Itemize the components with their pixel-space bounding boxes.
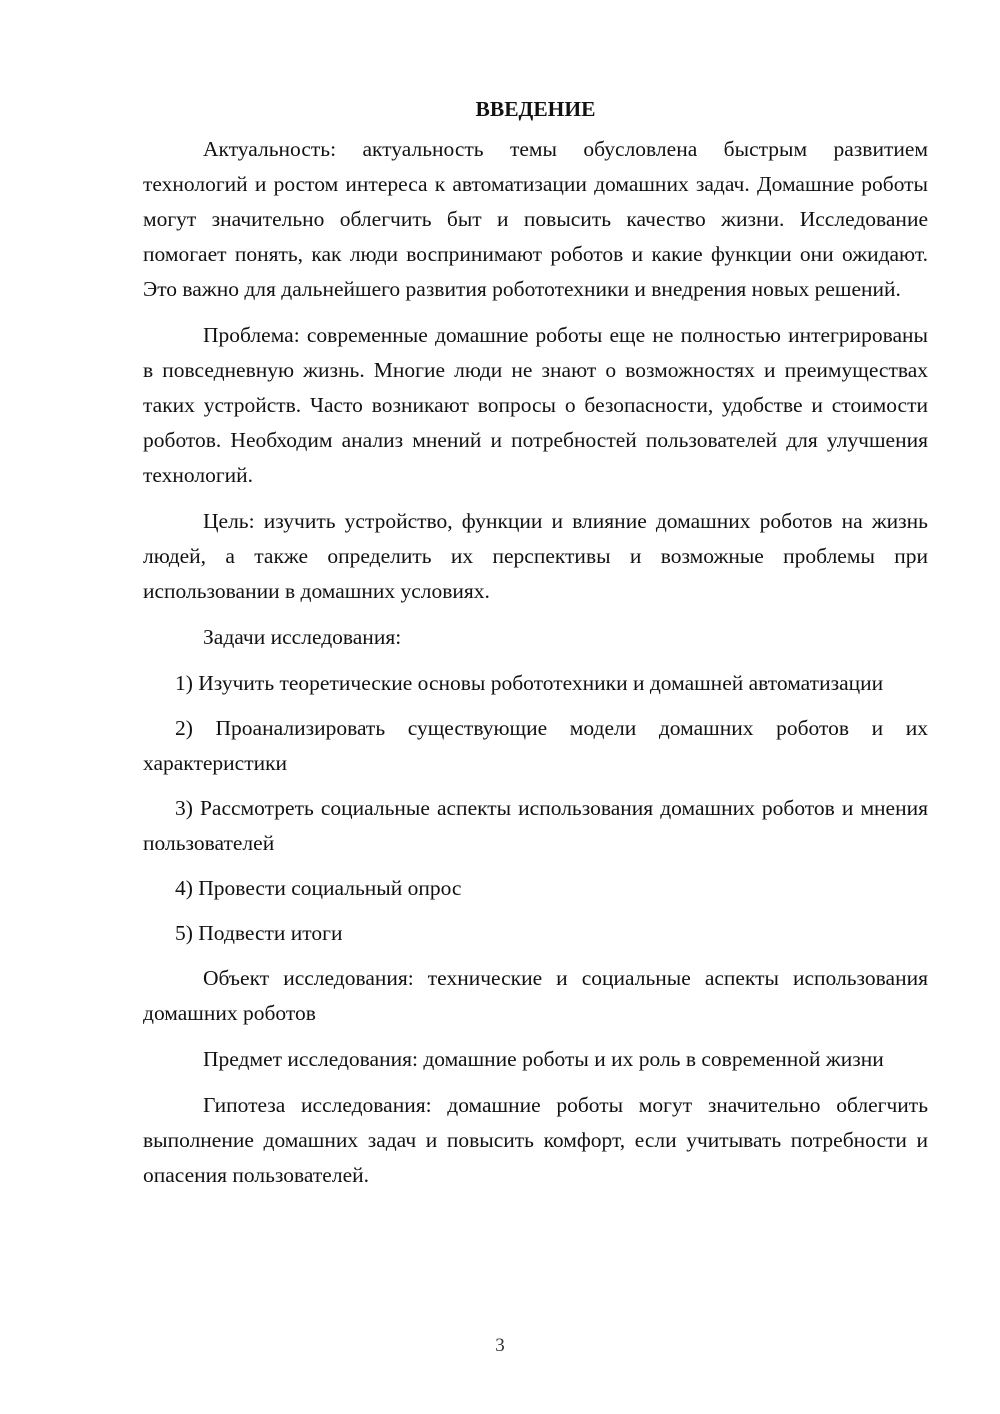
subject-paragraph: Предмет исследования: домашние роботы и их роль в современной жизни [203,1047,884,1071]
relevance-paragraph: Актуальность: актуальность темы обусловлена быстрым развитием технологий и ростом интереса к автоматизации домашних задач. Домашние роботы могут значительно облегчить быт и повысить качество жизни. Исследование помогает понять, как люди воспринимают роботов и какие функции они ожидают. Это важно для дальнейшего развития робототехники и внедрения новых решений. [143,137,928,301]
problem-paragraph: Проблема: современные домашние роботы еще не полностью интегрированы в повседневную жизнь. Многие люди не знают о возможностях и преимуществах таких устройств. Часто возникают вопросы о безопасности, удобстве и стоимости роботов. Необходим анализ мнений и потребностей пользователей для улучшения технологий. [143,323,928,487]
tasks-list [143,666,928,951]
section-heading: ВВЕДЕНИЕ [475,97,596,121]
list-item: 3) Рассмотреть социальные аспекты использования домашних роботов и мнения пользователей [143,796,928,855]
hypothesis-paragraph: Гипотеза исследования: домашние роботы могут значительно облегчить выполнение домашних задач и повысить комфорт, если учитывать потребности и опасения пользователей. [143,1093,928,1187]
list-item: 1) Изучить теоретические основы робототехники и домашней автоматизации [175,671,884,695]
page-content [143,92,928,1204]
goal-paragraph: Цель: изучить устройство, функции и влияние домашних роботов на жизнь людей, а также определить их перспективы и возможные проблемы при использовании в домашних условиях. [143,509,928,603]
list-item: 2) Проанализировать существующие модели домашних роботов и их характеристики [143,716,928,775]
object-paragraph: Объект исследования: технические и социальные аспекты использования домашних роботов [143,966,928,1025]
list-item: 5) Подвести итоги [175,921,343,945]
page-number: 3 [495,1335,505,1356]
list-item: 4) Провести социальный опрос [175,876,462,900]
tasks-intro: Задачи исследования: [203,625,402,649]
